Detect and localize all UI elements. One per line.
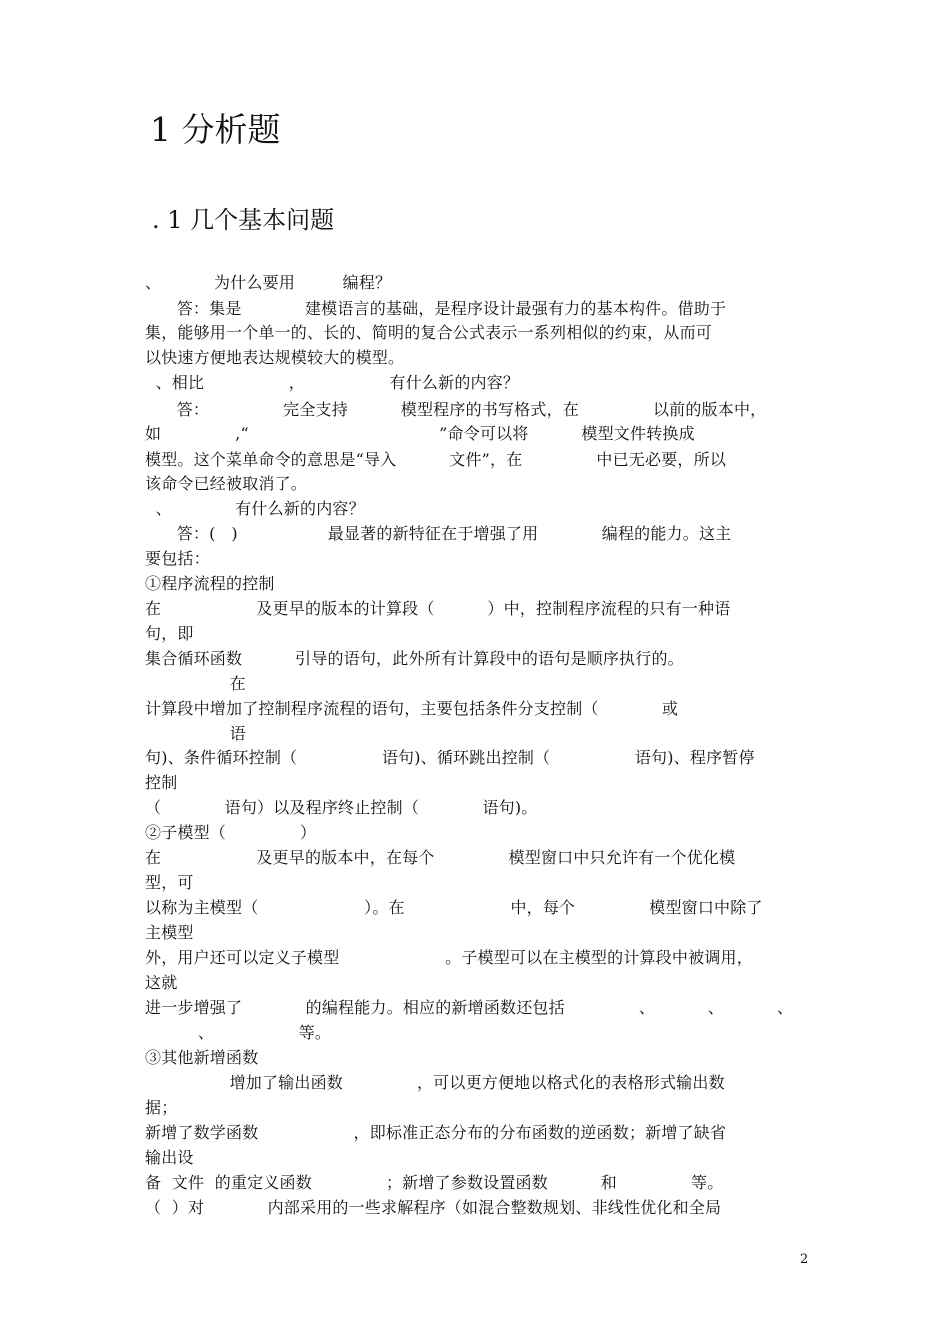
text-line: 答：( ) 最显著的新特征在于增强了用 编程的能力。这主	[145, 524, 732, 543]
page-number: 2	[800, 1252, 809, 1267]
text-line: 型，可	[145, 873, 194, 892]
text-line: 计算段中增加了控制程序流程的语句，主要包括条件分支控制（ 或	[145, 699, 679, 718]
text-line: 增加了输出函数 ，可以更方便地以格式化的表格形式输出数	[145, 1073, 725, 1092]
text-line: 控制	[145, 773, 178, 792]
text-line: 备 文件 的重定义函数 ；新增了参数设置函数 和 等。	[145, 1173, 724, 1192]
text-line: 新增了数学函数 ，即标准正态分布的分布函数的逆函数；新增了缺省	[145, 1123, 727, 1142]
text-line: （ 语句）以及程序终止控制（ 语句)。	[145, 798, 538, 817]
text-line: 主模型	[145, 923, 194, 942]
text-line: 在	[145, 674, 246, 693]
text-line: 、 为什么要用 编程？	[145, 273, 392, 292]
text-line: ①程序流程的控制	[145, 574, 275, 593]
text-line: ②子模型（ ）	[145, 823, 317, 842]
text-line: 、 有什么新的内容？	[145, 499, 365, 518]
text-line: 答：集是 建模语言的基础，是程序设计最强有力的基本构件。借助于	[145, 299, 727, 318]
text-line: 句)、条件循环控制（ 语句)、循环跳出控制（ 语句)、程序暂停	[145, 748, 755, 767]
text-line: 输出设	[145, 1148, 194, 1167]
text-line: 、 等。	[145, 1023, 332, 1042]
text-line: 模型。这个菜单命令的意思是“导入 文件”，在 中已无必要，所以	[145, 450, 727, 469]
subsection-heading: . 1 几个基本问题	[152, 206, 335, 234]
text-line: 句，即	[145, 624, 194, 643]
text-line: 语	[145, 724, 246, 743]
text-line: 以快速方便地表达规模较大的模型。	[145, 348, 405, 367]
text-line: 集，能够用一个单一的、长的、简明的复合公式表示一系列相似的约束，从而可	[145, 323, 713, 342]
text-line: 外，用户还可以定义子模型 。子模型可以在主模型的计算段中被调用，	[145, 948, 753, 967]
section-heading: 1 分析题	[150, 110, 281, 149]
text-line: 在 及更早的版本的计算段（ ）中，控制程序流程的只有一种语	[145, 599, 731, 618]
text-line: 以称为主模型（ ）。在 中，每个 模型窗口中除了	[145, 898, 763, 917]
text-line: 这就	[145, 973, 178, 992]
text-line: （ ）对 内部采用的一些求解程序（如混合整数规划、非线性优化和全局	[145, 1198, 722, 1217]
text-line: 、相比 ， 有什么新的内容？	[145, 373, 520, 392]
text-line: 集合循环函数 引导的语句，此外所有计算段中的语句是顺序执行的。	[145, 649, 684, 668]
text-line: 在 及更早的版本中，在每个 模型窗口中只允许有一个优化模	[145, 848, 736, 867]
text-line: 据；	[145, 1098, 178, 1117]
text-line: 如 ,“ ”命令可以将 模型文件转换成	[145, 424, 695, 443]
text-line: 该命令已经被取消了。	[145, 474, 308, 493]
text-line: 要包括：	[145, 549, 210, 568]
text-line: ③其他新增函数	[145, 1048, 259, 1067]
text-line: 答： 完全支持 模型程序的书写格式，在 以前的版本中，	[145, 400, 767, 419]
text-line: 进一步增强了 的编程能力。相应的新增函数还包括 、 、 、	[145, 998, 794, 1017]
